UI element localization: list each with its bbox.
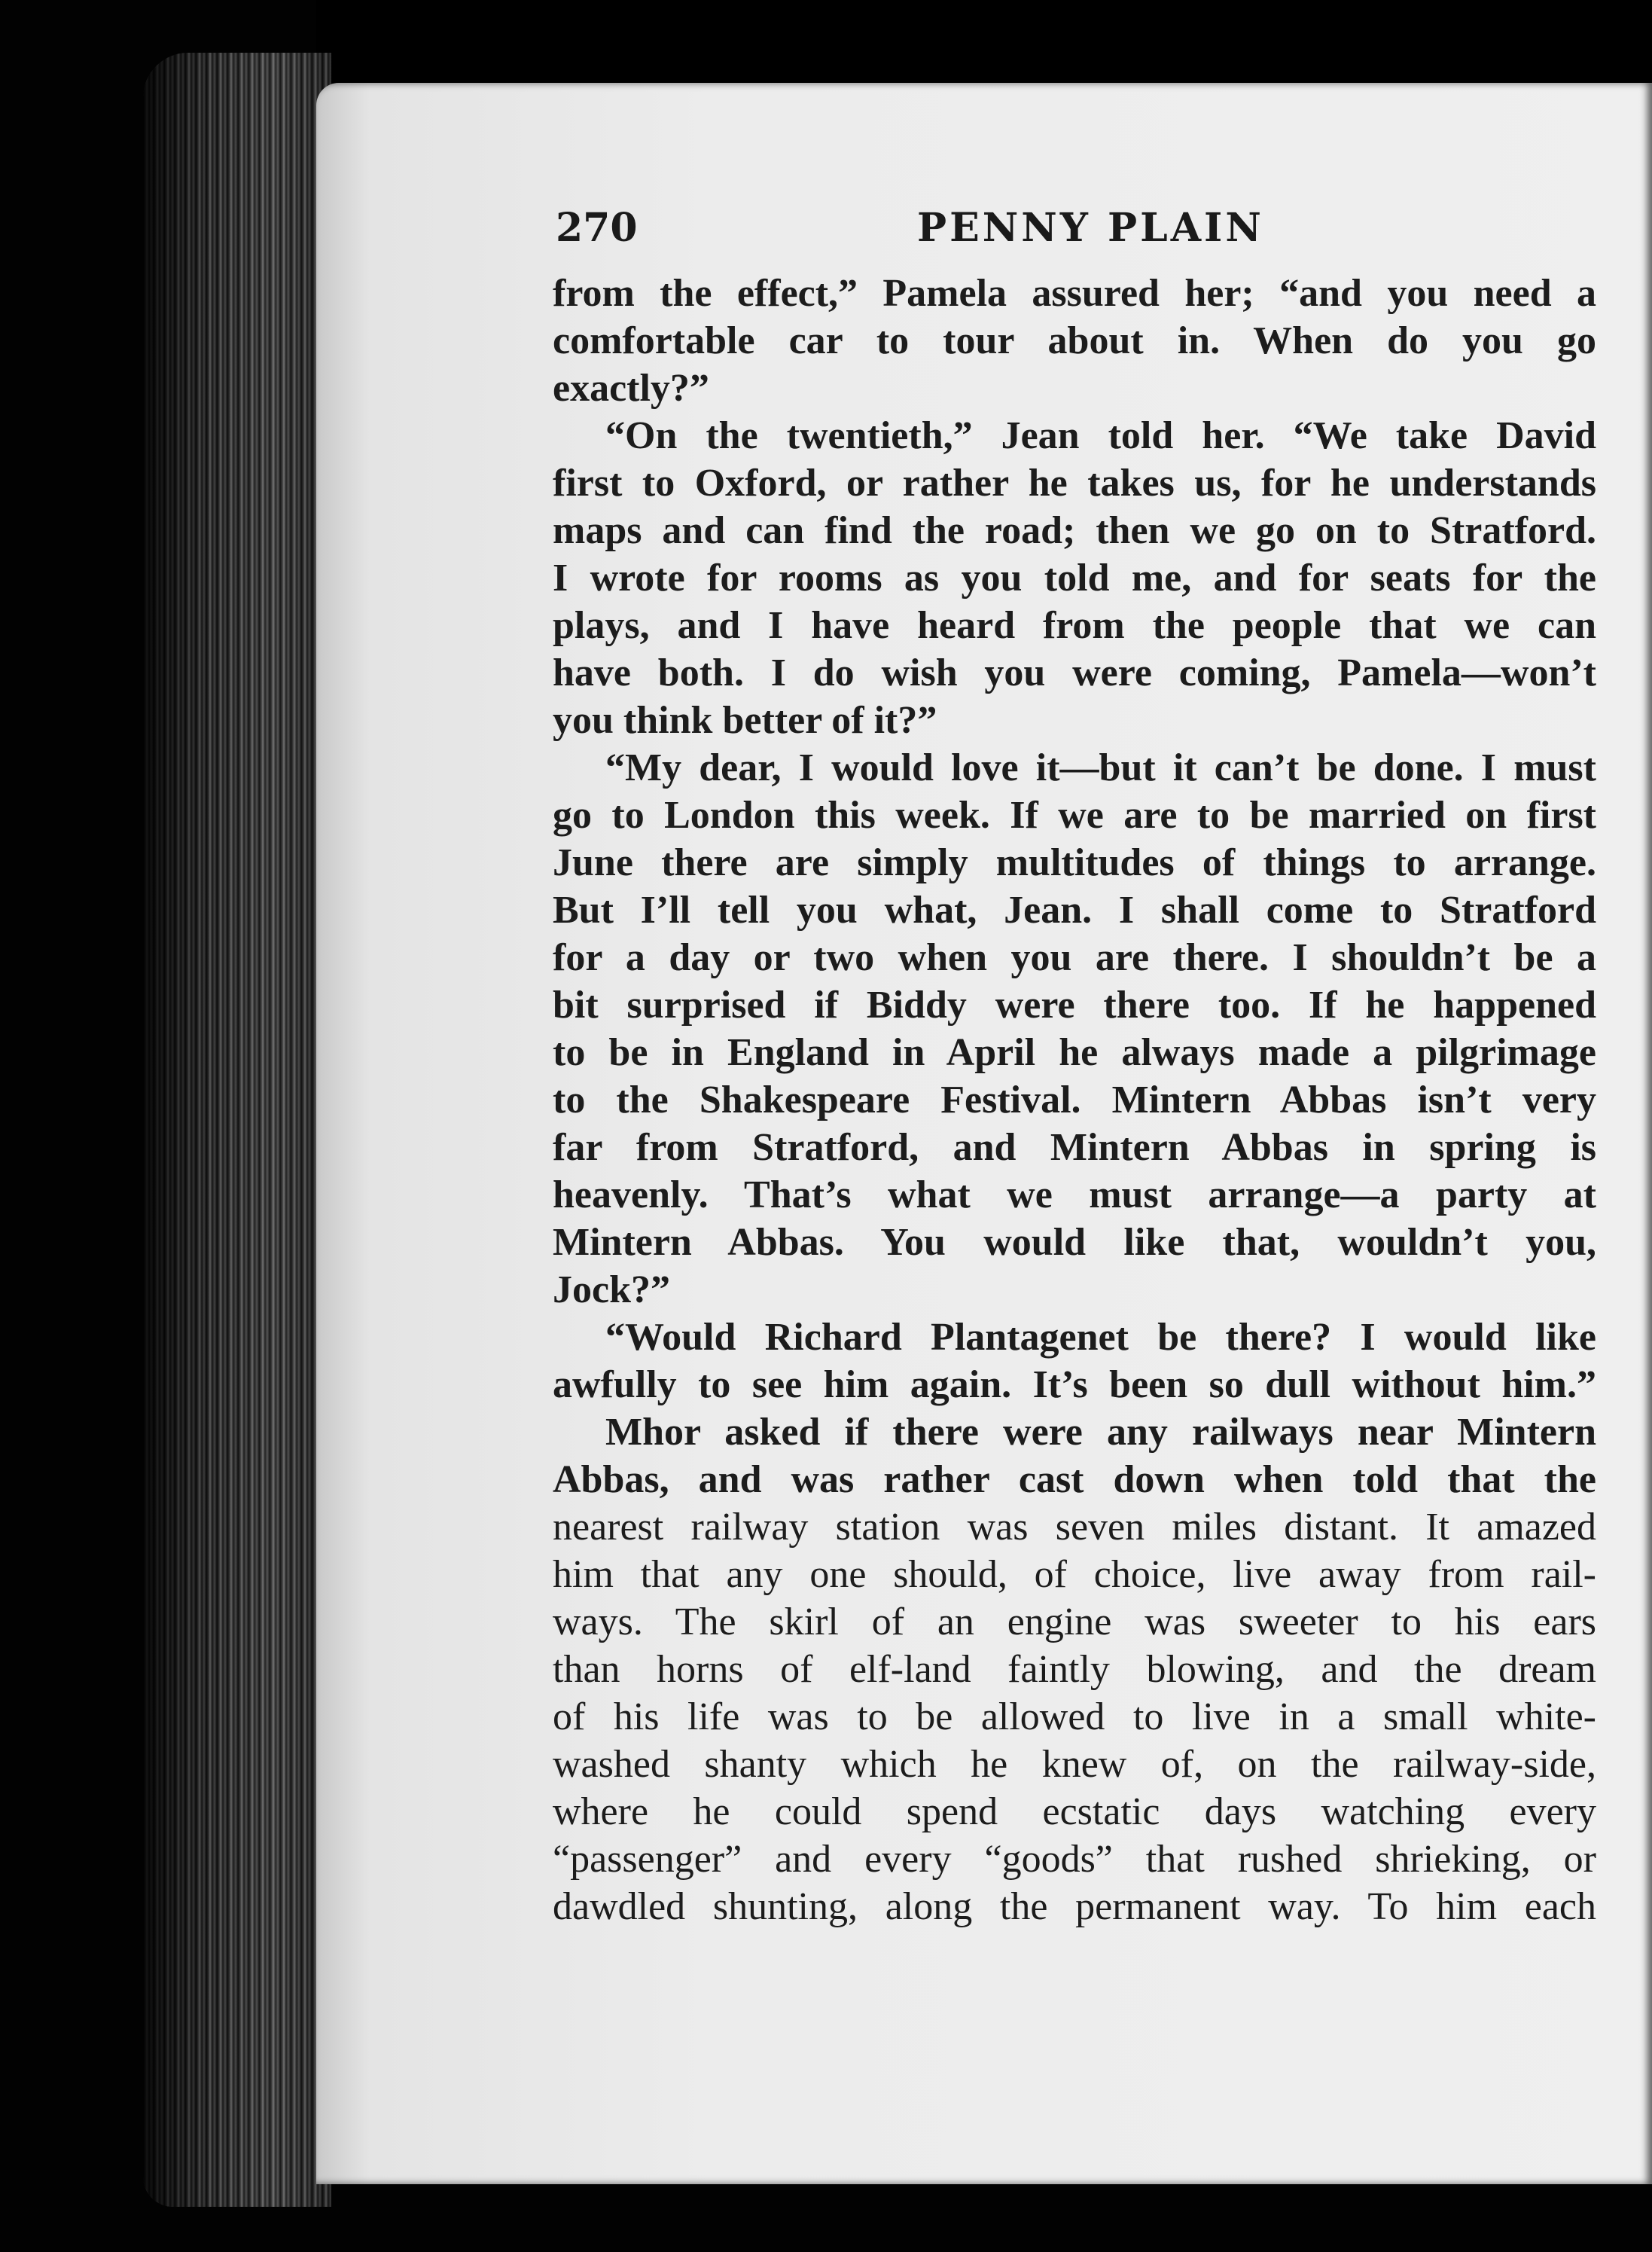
text-line: from the effect,” Pamela assured her; “and you need a [553, 272, 1596, 315]
text-line: Abbas, and was rather cast down when told that the [553, 1458, 1596, 1501]
text-line: ways. The skirl of an engine was sweeter to his ears [553, 1601, 1596, 1643]
text-line: bit surprised if Biddy were there too. If he happened [553, 984, 1596, 1027]
text-line: Jock?” [553, 1268, 670, 1311]
text-line: I wrote for rooms as you told me, and for seats for the [553, 557, 1596, 600]
book-title: PENNY PLAIN [917, 205, 1264, 251]
text-line: him that any one should, of choice, live away from rail- [553, 1553, 1596, 1596]
text-line: of his life was to be allowed to live in a small white- [553, 1695, 1596, 1738]
text-line: have both. I do wish you were coming, Pamela—won’t [553, 651, 1596, 694]
text-line: washed shanty which he knew of, on the railway-side, [553, 1743, 1596, 1786]
top-dark-margin [316, 0, 1652, 87]
text-line: “passenger” and every “goods” that rushed shrieking, or [553, 1838, 1596, 1881]
text-line: where he could spend ecstatic days watching every [553, 1790, 1596, 1833]
page-number: 270 [556, 205, 638, 251]
text-line: first to Oxford, or rather he takes us, for he understands [553, 462, 1596, 505]
text-line: comfortable car to tour about in. When do you go [553, 319, 1596, 362]
text-line: But I’ll tell you what, Jean. I shall come to Stratford [553, 889, 1596, 932]
text-line: maps and can find the road; then we go on to Stratford. [553, 509, 1596, 552]
text-line: nearest railway station was seven miles distant. It amazed [553, 1506, 1596, 1549]
text-line: than horns of elf-land faintly blowing, and the dream [553, 1648, 1596, 1691]
running-head [556, 205, 1602, 265]
text-line: you think better of it?” [553, 699, 937, 742]
text-line: plays, and I have heard from the people that we can [553, 604, 1596, 647]
book-page-edges [143, 53, 331, 2207]
text-line: to the Shakespeare Festival. Mintern Abbas isn’t very [553, 1079, 1596, 1121]
text-line: awfully to see him again. It’s been so dull without him.” [553, 1363, 1596, 1406]
body-text [553, 270, 1596, 1930]
text-line: exactly?” [553, 367, 709, 410]
text-line: go to London this week. If we are to be married on first [553, 794, 1596, 837]
text-line: heavenly. That’s what we must arrange—a party at [553, 1173, 1596, 1216]
text-line: June there are simply multitudes of things to arrange. [553, 841, 1596, 884]
text-line: “My dear, I would love it—but it can’t be done. I must [605, 746, 1596, 789]
text-line: for a day or two when you are there. I shouldn’t be a [553, 936, 1596, 979]
text-line: “Would Richard Plantagenet be there? I would like [605, 1316, 1596, 1359]
text-line: to be in England in April he always made a pilgrimage [553, 1031, 1596, 1074]
text-line: “On the twentieth,” Jean told her. “We take David [605, 414, 1596, 457]
text-line: Mhor asked if there were any railways near Mintern [605, 1411, 1596, 1454]
text-line: dawdled shunting, along the permanent way. To him each [553, 1885, 1596, 1928]
text-line: Mintern Abbas. You would like that, wouldn’t you, [553, 1221, 1596, 1264]
text-line: far from Stratford, and Mintern Abbas in spring is [553, 1126, 1596, 1169]
